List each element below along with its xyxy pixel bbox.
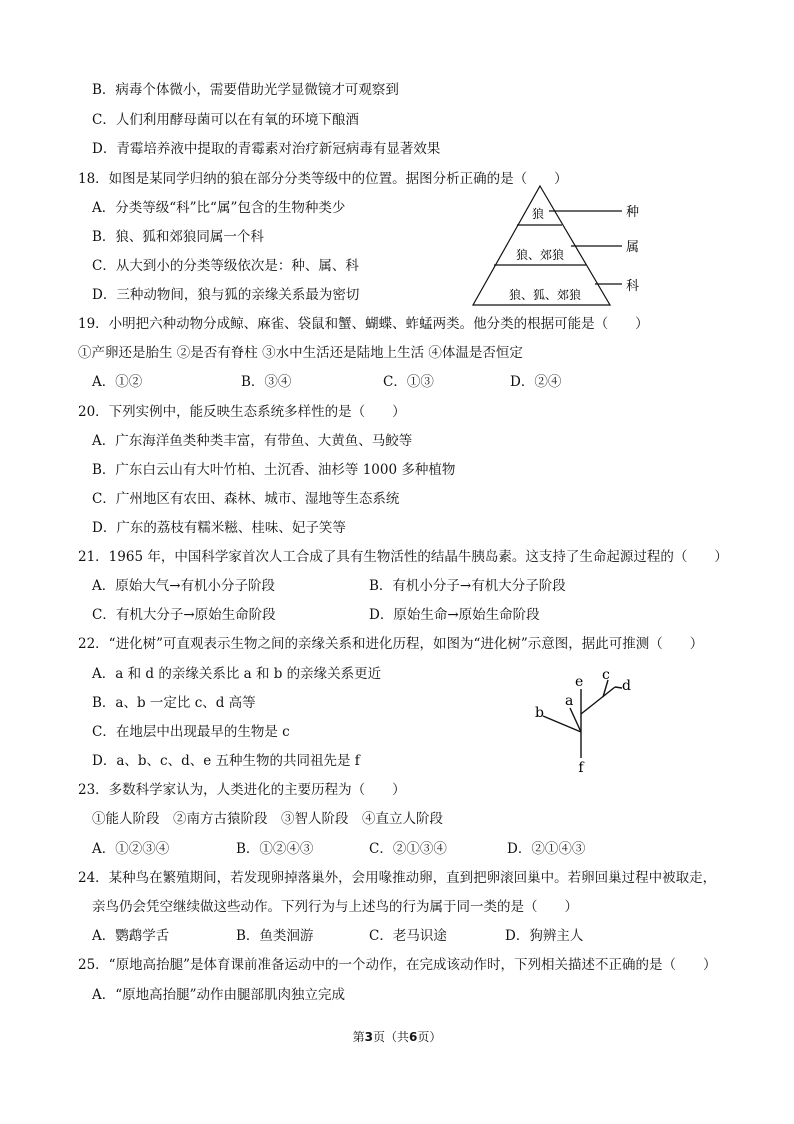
q23-option-c: C．②①③④ [369,841,447,857]
q24-option-b: B．鱼类洄游 [236,928,314,944]
q19-stem: 19．小明把六种动物分成鲸、麻雀、袋鼠和蟹、蝴蝶、蚱蜢两类。他分类的根据可能是（ ） [78,316,649,332]
pyramid-tier-2-text: 狼、郊狼 [515,248,565,262]
q21-stem: 21．1965 年，中国科学家首次人工合成了具有生物活性的结晶牛胰岛素。这支持了生命起源过程的（ ） [78,549,728,565]
footer-page-number: 3 [364,1030,373,1044]
branch-d [615,687,622,688]
tree-label-c: c [602,667,610,683]
q23-stem: 23．多数科学家认为，人类进化的主要历程为（ ） [78,782,406,798]
q18-option-a: A．分类等级“科”比“属”包含的生物种类少 [92,200,346,216]
q24-option-a: A．鹦鹉学舌 [92,928,170,944]
q18-option-c: C．从大到小的分类等级依次是：种、属、科 [92,258,359,274]
evolution-tree-figure [525,665,640,777]
q21-option-a: A．原始大气→有机小分子阶段 [92,578,276,594]
q22-option-c: C．在地层中出现最早的生物是 c [92,724,290,740]
q19-option-c: C．①③ [383,374,434,390]
label-genus: 属 [626,240,640,255]
q18-option-d: D．三种动物间，狼与狐的亲缘关系最为密切 [92,287,360,303]
q22-stem: 22．“进化树”可直观表示生物之间的亲缘关系和进化历程，如图为“进化树”示意图，据此可推测（ ） [78,636,704,652]
q17-option-c: C．人们利用酵母菌可以在有氧的环境下酿酒 [92,112,359,128]
q20-option-c: C．广州地区有农田、森林、城市、湿地等生态系统 [92,491,400,507]
tree-label-a: a [565,693,574,709]
q23-option-a: A．①②③④ [92,841,170,857]
branch-cd [581,687,615,714]
q25-option-a: A．“原地高抬腿”动作由腿部肌肉独立完成 [92,987,346,1003]
q23-option-b: B．①②④③ [236,841,314,857]
footer-middle: 页（共 [372,1030,409,1044]
footer-suffix: 页） [417,1030,442,1044]
q24-option-d: D．狗辨主人 [505,928,584,944]
tree-label-d: d [622,678,631,694]
q21-option-d: D．原始生命→原始生命阶段 [369,607,540,623]
q23-stages: ①能人阶段 ②南方古猿阶段 ③智人阶段 ④直立人阶段 [92,811,443,827]
pyramid-tier-1-text: 狼 [531,207,545,221]
q24-stem-line-1: 24．某种鸟在繁殖期间，若发现卵掉落巢外，会用喙推动卵，直到把卵滚回巢中。若卵回巢过程中被取走， [78,870,717,886]
q19-option-d: D．②④ [510,374,562,390]
q17-option-b: B．病毒个体微小，需要借助光学显微镜才可观察到 [92,82,399,98]
page-footer [0,1028,794,1045]
q25-stem: 25．“原地高抬腿”是体育课前准备运动中的一个动作，在完成该动作时，下列相关描述不正确的是（ ） [78,957,717,973]
q17-option-d: D．青霉培养液中提取的青霉素对治疗新冠病毒有显著效果 [92,141,441,157]
tree-label-f: f [578,760,584,776]
q20-option-b: B．广东白云山有大叶竹柏、土沉香、油杉等 1000 多种植物 [92,462,456,478]
q19-option-b: B．③④ [241,374,292,390]
q18-option-b: B．狼、狐和郊狼同属一个科 [92,229,264,245]
q22-option-a: A．a 和 d 的亲缘关系比 a 和 b 的亲缘关系更近 [92,666,382,682]
q21-option-c: C．有机大分子→原始生命阶段 [92,607,276,623]
q21-option-b: B．有机小分子→有机大分子阶段 [369,578,566,594]
tree-label-e: e [575,674,584,690]
q22-option-b: B．a、b 一定比 c、d 高等 [92,695,256,711]
label-species: 种 [626,205,640,220]
footer-prefix: 第 [352,1030,365,1044]
q22-option-d: D．a、b、c、d、e 五种生物的共同祖先是 f [92,753,360,769]
classification-pyramid-figure [465,183,645,311]
q23-option-d: D．②①④③ [507,841,586,857]
pyramid-tier-3-text: 狼、狐、郊狼 [508,288,582,302]
q20-option-a: A．广东海洋鱼类种类丰富，有带鱼、大黄鱼、马鲛等 [92,433,413,449]
q19-criteria: ①产卵还是胎生 ②是否有脊柱 ③水中生活还是陆地上生活 ④体温是否恒定 [78,345,523,361]
q18-stem: 18．如图是某同学归纳的狼在部分分类等级中的位置。据图分析正确的是（ ） [78,171,568,187]
q19-option-a: A．①② [92,374,143,390]
q20-stem: 20．下列实例中，能反映生态系统多样性的是（ ） [78,404,406,420]
tree-label-b: b [535,705,544,721]
q24-option-c: C．老马识途 [369,928,447,944]
q20-option-d: D．广东的荔枝有糯米糍、桂味、妃子笑等 [92,520,346,536]
label-family: 科 [626,279,640,294]
q24-stem-line-2: 亲鸟仍会凭空继续做这些动作。下列行为与上述鸟的行为属于同一类的是（ ） [92,899,578,915]
footer-total-pages: 6 [409,1030,418,1044]
